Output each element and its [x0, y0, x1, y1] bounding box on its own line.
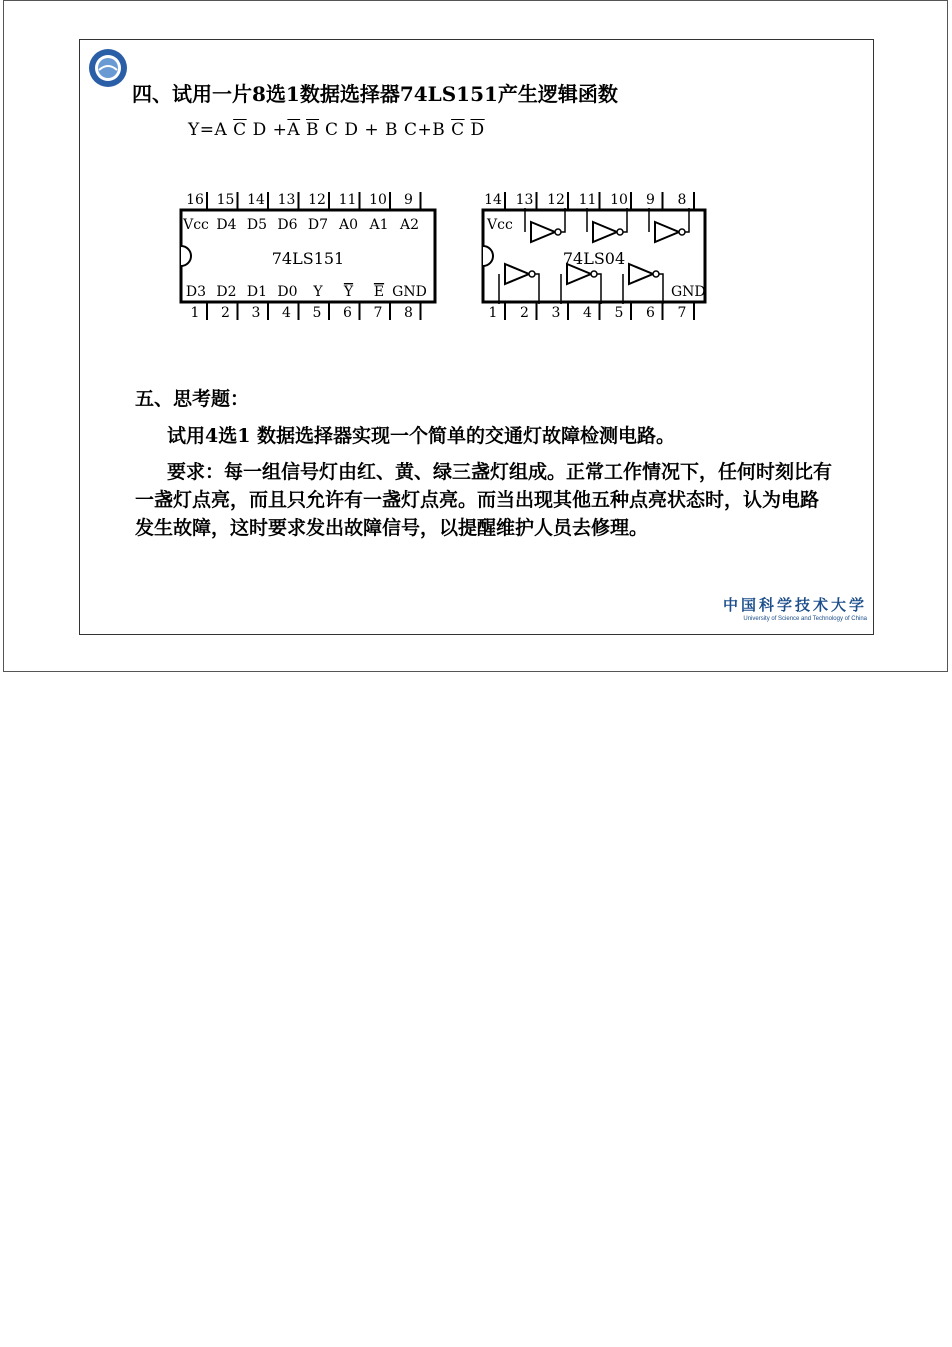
inverter-gate-bottom [505, 264, 529, 284]
inverter-gate-bottom [629, 264, 653, 284]
pin-number: 7 [677, 305, 687, 321]
university-seal-icon [88, 48, 128, 88]
pin-label: Y [343, 284, 354, 300]
ustc-logo [707, 594, 867, 628]
gate-wire [685, 208, 689, 232]
pin-label: E [373, 284, 385, 300]
pin-number: 6 [646, 305, 655, 321]
chip-notch [483, 246, 493, 266]
pin-number: 5 [312, 305, 322, 321]
pin-number: 4 [282, 305, 291, 321]
pin-number: 10 [369, 192, 387, 208]
pin-label: Vcc [183, 217, 209, 233]
inverter-bubble [679, 229, 685, 235]
gate-wire [561, 208, 565, 232]
inverter-bubble [555, 229, 561, 235]
inverter-gate-top [655, 222, 679, 242]
pin-label: A0 [338, 217, 359, 233]
pin-number: 13 [515, 192, 534, 208]
pin-number: 13 [277, 192, 296, 208]
pin-number: 1 [488, 305, 498, 321]
pin-label: D4 [216, 217, 237, 233]
logic-formula [188, 120, 485, 140]
pin-label: A2 [399, 217, 420, 233]
pin-number: 16 [186, 192, 204, 208]
ustc-name-en: University of Science and Technology of China [743, 616, 867, 622]
pin-number: 12 [308, 192, 326, 208]
pin-number: 4 [583, 305, 592, 321]
pin-label: D3 [185, 284, 207, 300]
inverter-bubble [591, 271, 597, 277]
pin-number: 15 [216, 192, 235, 208]
gate-wire [597, 274, 601, 304]
inverter-bubble [653, 271, 659, 277]
pin-number: 3 [551, 305, 561, 321]
pin-label: D6 [277, 217, 298, 233]
gate-wire [623, 208, 627, 232]
pin-label: D2 [216, 284, 237, 300]
pin-label: D1 [246, 284, 268, 300]
inverter-gate-top [531, 222, 555, 242]
pin-number: 5 [614, 305, 624, 321]
chip-notch [181, 246, 191, 266]
requirement-text: 要求：每一组信号灯由红、黄、绿三盏灯组成。正常工作情况下，任何时刻比有一盏灯点亮，而且只允许有一盏灯点亮。而当出现其他五种点亮状态时，认为电路发生故障，这时要求发出故障信号，以提醒维护人员去修理。 [135, 461, 833, 539]
pin-label: D0 [277, 284, 298, 300]
pin-label: Y [313, 284, 323, 300]
formula-term: $\overline{C}$ [451, 120, 465, 140]
formula-term: $\overline{A}$ [287, 120, 301, 140]
pin-number: 2 [520, 305, 529, 321]
pin-number: 1 [190, 305, 200, 321]
gate-wire [535, 274, 539, 304]
inverter-bubble [617, 229, 623, 235]
formula-term: $\overline{B}$ [306, 120, 320, 140]
pin-number: 2 [221, 305, 230, 321]
pin-number: 11 [578, 192, 597, 208]
pin-number: 6 [343, 305, 352, 321]
pin-number: 14 [247, 192, 265, 208]
slide [79, 39, 874, 635]
section-heading-4: 四、试用一片8选1数据选择器74LS151产生逻辑函数 [132, 82, 618, 106]
formula-term: C D + B C+B [319, 120, 452, 140]
gate-wire [659, 274, 663, 304]
chip-74ls04-name: 74LS04 [562, 249, 626, 268]
chip-74ls151-name: 74LS151 [271, 249, 345, 268]
formula-term: Y=A [188, 120, 234, 140]
pin-label: D5 [246, 217, 268, 233]
inverter-gate-top [593, 222, 617, 242]
pin-number: 3 [251, 305, 261, 321]
ustc-name-cn: 中国科学技术大学 [722, 596, 867, 614]
pin-number: 14 [484, 192, 502, 208]
pin-number: 8 [404, 305, 413, 321]
pin-label: GND [392, 284, 427, 300]
pin-label: D7 [307, 217, 329, 233]
inverter-bubble [529, 271, 535, 277]
section-heading-5: 五、思考题： [135, 388, 250, 410]
pin-number: 8 [677, 192, 687, 208]
pin-number: 12 [547, 192, 565, 208]
pin-label: GND [671, 284, 706, 300]
pin-number: 9 [404, 192, 413, 208]
pin-label: Vcc [487, 217, 513, 233]
pin-number: 11 [338, 192, 357, 208]
formula-term: $\overline{C}$ [233, 120, 247, 140]
formula-term: D + [246, 120, 288, 140]
pin-number: 10 [610, 192, 628, 208]
pin-label: A1 [369, 217, 389, 233]
pin-number: 7 [373, 305, 383, 321]
pin-number: 9 [646, 192, 655, 208]
question-text: 试用4选1 数据选择器实现一个简单的交通灯故障检测电路。 [167, 425, 676, 447]
formula-term: $\overline{D}$ [470, 120, 485, 140]
chip-pinout-diagram [175, 190, 815, 370]
